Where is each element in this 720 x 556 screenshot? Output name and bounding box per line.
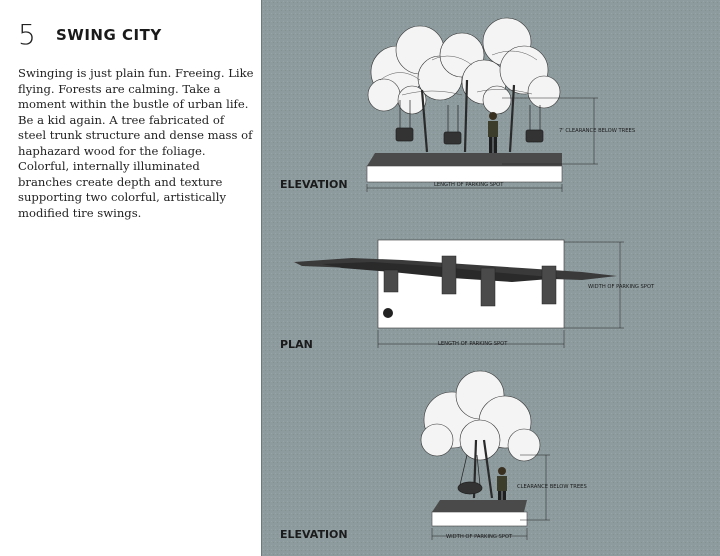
clearance-dimension-label: 7' CLEARANCE BELOW TREES <box>559 128 636 134</box>
plan-width-dimension-label: WIDTH OF PARKING SPOT <box>588 284 655 290</box>
bottom-clearance-dimension-label: CLEARANCE BELOW TREES <box>517 484 587 490</box>
section-title: SWING CITY <box>56 26 162 44</box>
length-dimension-label: LENGTH OF PARKING SPOT <box>434 182 504 188</box>
drawing-panel <box>262 0 720 556</box>
plan-length-dimension-label: LENGTH OF PARKING SPOT <box>438 341 508 347</box>
drawing-sheet <box>262 0 720 556</box>
bottom-platform <box>432 500 527 526</box>
elevation-bottom-label: ELEVATION <box>280 528 348 541</box>
description-paragraph: Swinging is just plain fun. Freeing. Like flying. Forests are calming. Take a moment within the bustle of urban life. Be a kid again. A tree fabricated of steel trunk structure and dense mass of haphazard wood for the foliage. Colorful, internally illuminated branches create depth and texture supporting two colorful, artistically modified tire swings. <box>18 66 254 220</box>
plan-label: PLAN <box>280 338 313 351</box>
bottom-width-dimension-label: WIDTH OF PARKING SPOT <box>446 534 513 540</box>
parking-spot-outline <box>378 240 564 328</box>
elevation-top-label: ELEVATION <box>280 178 348 191</box>
elevation-platform <box>367 153 562 182</box>
plan-person <box>383 308 393 318</box>
text-panel <box>0 0 262 556</box>
section-number: 5 <box>18 18 36 51</box>
